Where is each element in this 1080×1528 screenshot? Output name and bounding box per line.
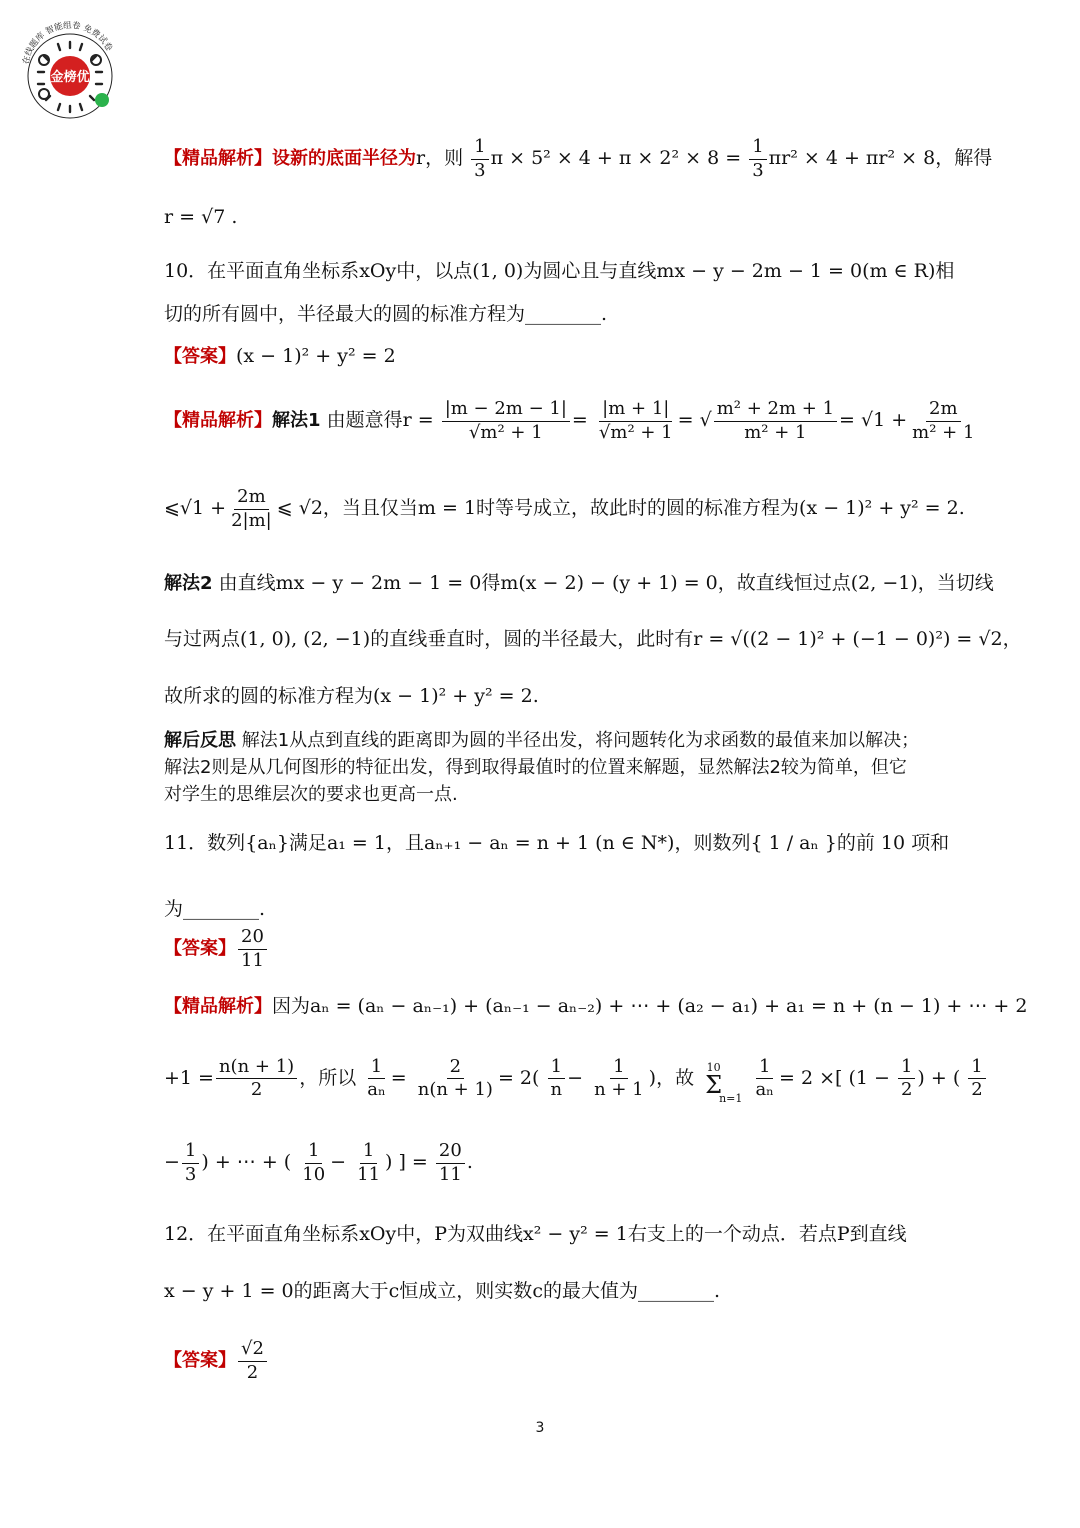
- page-number: 3: [535, 1420, 545, 1436]
- solution-11-line1: 【精品解析】因为aₙ = (aₙ − aₙ₋₁) + (aₙ₋₁ − aₙ₋₂) + ⋯ + (a₂ − a₁) + a₁ = n + (n − 1) + ⋯ + 2: [164, 995, 1028, 1017]
- answer-10: 【答案】(x − 1)² + y² = 2: [164, 345, 396, 367]
- logo-brand-text: 金榜优: [50, 70, 90, 85]
- jinbangyou-logo: [14, 14, 126, 126]
- problem-10: 10．在平面直角坐标系xOy中，以点(1, 0)为圆心且与直线mx − y − 2m − 1 = 0(m ∈ R)相: [164, 260, 955, 282]
- problem-12-cont: x − y + 1 = 0的距离大于c恒成立，则实数c的最大值为________.: [164, 1280, 721, 1302]
- solution-10-line1: 【精品解析】解法1 由题意得r = $\frac{|m - 2m - 1|}{\text{√m² + 1}}$ = $\frac{|m + 1|}{\text{√m² + 1}}$ = √ $\frac{\text{m² + 2m + 1}}{\text{m² + 1}}$ = √1 + $\frac{2m}{\text{m² + 1}}$: [164, 398, 975, 443]
- fraction: $\frac{1}{3}$: [471, 136, 488, 182]
- solution-11-line3: − $\frac{1}{3}$ ) + ⋯ + ( $\frac{1}{10}$ − $\frac{1}{11}$ ) ] = $\frac{20}{11}$ .: [164, 1140, 473, 1185]
- solution-10-method2-cont: 与过两点(1, 0), (2, −1)的直线垂直时，圆的半径最大，此时有r = √((2 − 1)² + (−1 − 0)²) = √2，: [164, 628, 1022, 650]
- solution-9-result: r = √7 .: [164, 206, 238, 228]
- solution-10-line2: ⩽√1 + $\frac{2m}{2|m|}$ ⩽ √2，当且仅当m = 1时等号成立，故此时的圆的标准方程为(x − 1)² + y² = 2.: [164, 486, 965, 531]
- solution-9: 【精品解析】设新的底面半径为r，则 $\frac{1}{3}$ π × 5² × 4 + π × 2² × 8 = $\frac{1}{3}$ πr² × 4 + πr² × 8，解得: [164, 136, 993, 181]
- answer-11: 【答案】 $\frac{20}{11}$: [164, 926, 924, 972]
- logo-ring-text: 在线题库 智能组卷 免费试卷: [21, 20, 114, 66]
- answer-12: 【答案】 $\frac{√2}{2}$: [164, 1338, 924, 1384]
- problem-12: 12．在平面直角坐标系xOy中，P为双曲线x² − y² = 1右支上的一个动点．若点P到直线: [164, 1223, 907, 1245]
- solution-10-conclusion: 故所求的圆的标准方程为(x − 1)² + y² = 2.: [164, 685, 539, 707]
- problem-11: 11．数列{aₙ}满足a₁ = 1，且aₙ₊₁ − aₙ = n + 1 (n ∈ N*)，则数列{ 1 / aₙ }的前 10 项和: [164, 832, 950, 854]
- reflection: 解后反思 解法1从点到直线的距离即为圆的半径出发，将问题转化为求函数的最值来加以解决；解法2则是从几何图形的特征出发，得到取得最值时的位置来解题，显然解法2较为简单，但它对学生的思维层次的要求也更高一点.: [164, 730, 920, 805]
- solution-11-line2: +1 = $\frac{n(n + 1)}{2}$ ，所以 $\frac{1}{\text{aₙ}}$ = $\frac{2}{n(n + 1)}$ = 2( $\frac{1}{n}$ − $\frac{1}{n + 1}$ )，故 10 Σ n=1 $\frac{1}{\text{aₙ}}$ = 2 ×[ (1 − $\frac{1}{2}$ ) + ( $\frac{1}{2}$: [164, 1052, 924, 1106]
- problem-11-cont: 为________.: [164, 898, 266, 920]
- fraction: $\frac{1}{3}$: [749, 136, 766, 182]
- solution-10-method2: 解法2 由直线mx − y − 2m − 1 = 0得m(x − 2) − (y + 1) = 0，故直线恒过点(2, −1)，当切线: [164, 572, 994, 594]
- problem-10-cont: 切的所有圆中，半径最大的圆的标准方程为________.: [164, 303, 608, 325]
